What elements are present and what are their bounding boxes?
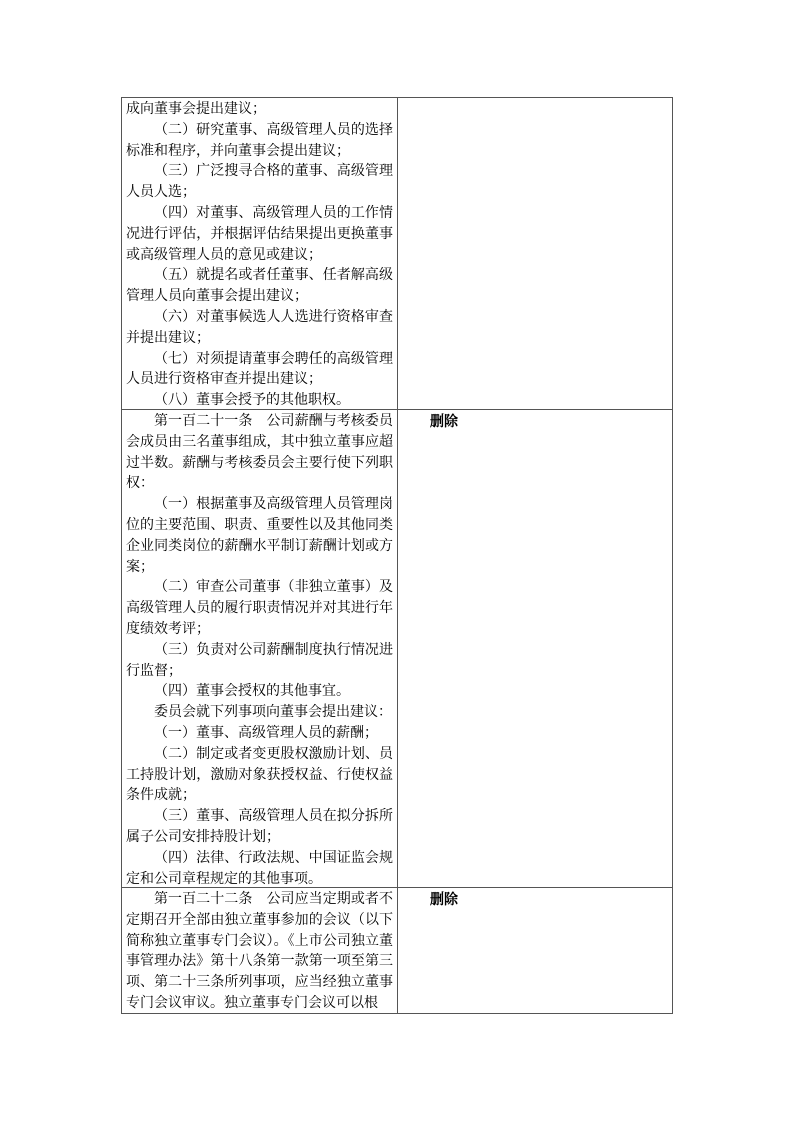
paragraph: （二）审查公司董事（非独立董事）及高级管理人员的履行职责情况并对其进行年度绩效考评； — [126, 579, 393, 637]
paragraph: （二）制定或者变更股权激励计划、员工持股计划，激励对象获授权益、行使权益条件成就； — [126, 745, 393, 804]
annotation-label: 删除 — [430, 414, 458, 430]
clause-cell — [122, 98, 397, 409]
paragraph: 成向董事会提出建议； — [126, 101, 266, 117]
paragraph: （七）对须提请董事会聘任的高级管理人员进行资格审查并提出建议； — [126, 350, 393, 388]
paragraph: 第一百二十二条 公司应当定期或者不定期召开全部由独立董事参加的会议（以下简称独立董事专门会议）。《上市公司独立董事管理办法》第十八条第一款第一项至第三项、第二十三条所列事项，应当经独立董事专门会议审议。独立董事专门会议可以根 — [126, 891, 393, 1011]
paragraph: （一）董事、高级管理人员的薪酬； — [154, 724, 378, 741]
paragraph: （四）对董事、高级管理人员的工作情况进行评估，并根据评估结果提出更换董事或高级管理人员的意见或建议； — [126, 204, 393, 263]
table-row — [122, 887, 672, 1013]
annotation-label: 删除 — [430, 892, 458, 908]
paragraph: （四）法律、行政法规、中国证监会规定和公司章程规定的其他事项。 — [126, 849, 393, 887]
paragraph: （五）就提名或者任董事、任者解高级管理人员向董事会提出建议； — [126, 267, 393, 305]
annotation-cell — [397, 888, 672, 1013]
paragraph: （二）研究董事、高级管理人员的选择标准和程序，并向董事会提出建议； — [126, 121, 393, 159]
paragraph: （八）董事会授予的其他职权。 — [154, 392, 350, 409]
paragraph: （四）董事会授权的其他事宜。 — [154, 683, 350, 700]
clause-cell — [122, 410, 397, 887]
paragraph: （六）对董事候选人人选进行资格审查并提出建议； — [126, 308, 393, 346]
paragraph: （三）负责对公司薪酬制度执行情况进行监督； — [126, 641, 393, 679]
paragraph: 第一百二十一条 公司薪酬与考核委员会成员由三名董事组成，其中独立董事应超过半数。薪酬与考核委员会主要行使下列职权： — [126, 413, 393, 492]
paragraph: 委员会就下列事项向董事会提出建议： — [154, 704, 392, 721]
annotation-cell — [397, 98, 672, 409]
annotation-cell — [397, 410, 672, 887]
paragraph: （三）董事、高级管理人员在拟分拆所属子公司安排持股计划； — [126, 808, 393, 845]
table-row — [122, 409, 672, 887]
clause-cell — [122, 888, 397, 1013]
articles-revision-table — [121, 97, 673, 1014]
table-row — [122, 98, 672, 409]
paragraph: （三）广泛搜寻合格的董事、高级管理人员人选； — [126, 163, 393, 201]
paragraph: （一）根据董事及高级管理人员管理岗位的主要范围、职责、重要性以及其他同类企业同类岗位的薪酬水平制订薪酬计划或方案； — [126, 496, 393, 575]
